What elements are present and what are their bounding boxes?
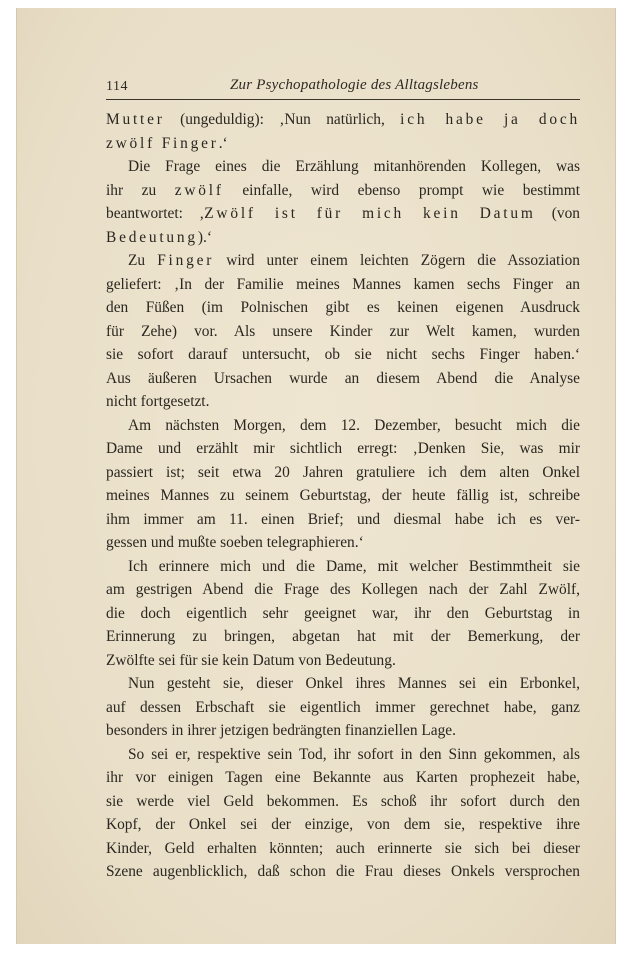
- text-run: wird unter einem leichten Zögern die Assoziation: [214, 252, 580, 269]
- text-line: [106, 719, 580, 743]
- text-run: am gestrigen Abend die Frage des Kollegen nach der Zahl Zwölf,: [106, 581, 580, 598]
- text-run: ihr zu: [106, 181, 175, 199]
- text-run: .‘: [218, 134, 228, 152]
- page-number: 114: [106, 79, 128, 94]
- text-line: [106, 696, 580, 720]
- text-run: Die Frage eines die Erzählung mitanhörenden Kollegen, was: [128, 158, 580, 175]
- text-line: [106, 860, 580, 884]
- text-line: [106, 484, 580, 508]
- text-line: [106, 320, 580, 344]
- text-line: [106, 155, 580, 179]
- text-line: [106, 790, 580, 814]
- text-run: Zu: [128, 252, 158, 269]
- spaced-emphasis-text: ich habe ja doch: [400, 111, 580, 128]
- text-run: sie werde viel Geld bekommen. Es schoß ihr sofort durch den: [106, 792, 580, 810]
- spaced-emphasis-text: Mutter: [106, 111, 165, 128]
- text-run: (von: [535, 205, 581, 222]
- text-run: für Zehe) vor. Als unsere Kinder zur Welt kamen, wurden: [106, 322, 580, 340]
- text-run: passiert ist; seit etwa 20 Jahren gratuliere ich dem alten Onkel: [106, 463, 580, 481]
- text-line: [106, 508, 580, 532]
- text-line: [106, 672, 580, 696]
- text-run: Erinnerung zu bringen, abgetan hat mit der Bemerkung, der: [106, 628, 580, 645]
- text-run: besonders in ihrer jetzigen bedrängten finanziellen Lage.: [106, 722, 456, 739]
- spaced-emphasis-text: Zwölf ist für mich kein Datum: [204, 205, 536, 222]
- text-run: So sei er, respektive sein Tod, ihr sofort in den Sinn gekommen, als: [128, 745, 580, 763]
- running-title: Zur Psychopathologie des Alltagslebens: [230, 77, 479, 93]
- text-run: meines Mannes zu seinem Geburtstag, der heute fällig ist, schreibe: [106, 487, 580, 504]
- text-run: (ungeduldig): ‚Nun natürlich,: [164, 111, 401, 128]
- text-run: sie sofort darauf untersucht, ob sie nicht sechs Finger haben.‘: [106, 346, 580, 363]
- text-line: [106, 461, 580, 485]
- text-run: Kinder, Geld erhalten könnten; auch erinnerte sie sich bei dieser: [106, 839, 580, 857]
- text-run: den Füßen (im Polnischen gibt es keinen eigenen Ausdruck: [106, 299, 580, 316]
- text-run: beantwortet: ‚: [106, 205, 205, 222]
- text-run: geliefert: ‚In der Familie meines Mannes kamen sechs Finger an: [106, 275, 580, 293]
- text-run: ihm immer am 11. einen Brief; und diesmal habe ich es ver-: [106, 510, 580, 528]
- text-run: gessen und mußte soeben telegraphieren.‘: [106, 534, 364, 551]
- spaced-emphasis-text: Finger: [157, 252, 215, 269]
- text-line: [106, 179, 580, 203]
- text-line: [106, 414, 580, 438]
- text-run: ).‘: [197, 228, 212, 246]
- text-line: [106, 437, 580, 461]
- header-rule: [106, 99, 580, 100]
- text-line: [106, 343, 580, 367]
- text-run: Dame und erzählt mir sichtlich erregt: ‚Denken Sie, was mir: [106, 440, 580, 457]
- text-run: ihr vor einigen Tagen eine Bekannte aus Karten prophezeit habe,: [106, 769, 580, 786]
- body-text: [106, 108, 580, 884]
- text-line: [106, 766, 580, 790]
- text-line: [106, 625, 580, 649]
- text-line: [106, 249, 580, 273]
- spaced-emphasis-text: Bedeutung: [106, 228, 198, 246]
- text-line: [106, 649, 580, 673]
- text-run: Ich erinnere mich und die Dame, mit welcher Bestimmtheit sie: [128, 557, 580, 575]
- text-line: [106, 531, 580, 555]
- text-line: [106, 132, 580, 156]
- text-run: einfalle, wird ebenso prompt wie bestimmt: [223, 181, 580, 199]
- spaced-emphasis-text: zwölf Finger: [106, 134, 219, 152]
- text-line: [106, 296, 580, 320]
- text-line: [106, 273, 580, 297]
- text-line: [106, 602, 580, 626]
- text-run: die doch eigentlich sehr geeignet war, ihr den Geburtstag in: [106, 604, 580, 622]
- text-line: [106, 108, 580, 132]
- text-run: Kopf, der Onkel sei der einzige, von dem sie, respektive ihre: [106, 816, 580, 833]
- text-run: Zwölfte sei für sie kein Datum von Bedeutung.: [106, 651, 396, 669]
- text-line: [106, 390, 580, 414]
- text-run: Am nächsten Morgen, dem 12. Dezember, besucht mich die: [128, 416, 580, 434]
- page-header: [106, 77, 526, 99]
- text-run: auf dessen Erbschaft sie eigentlich immer gerechnet habe, ganz: [106, 698, 580, 716]
- text-line: [106, 555, 580, 579]
- text-run: nicht fortgesetzt.: [106, 393, 210, 410]
- text-line: [106, 367, 580, 391]
- text-line: [106, 837, 580, 861]
- text-run: Aus äußeren Ursachen wurde an diesem Abend die Analyse: [106, 369, 580, 387]
- text-line: [106, 226, 580, 250]
- text-line: [106, 578, 580, 602]
- text-run: Nun gesteht sie, dieser Onkel ihres Mannes sei ein Erbonkel,: [128, 675, 580, 692]
- text-line: [106, 743, 580, 767]
- text-line: [106, 813, 580, 837]
- text-line: [106, 202, 580, 226]
- spaced-emphasis-text: zwölf: [174, 181, 224, 199]
- text-run: Szene augenblicklich, daß schon die Frau dieses Onkels versprochen: [106, 863, 580, 880]
